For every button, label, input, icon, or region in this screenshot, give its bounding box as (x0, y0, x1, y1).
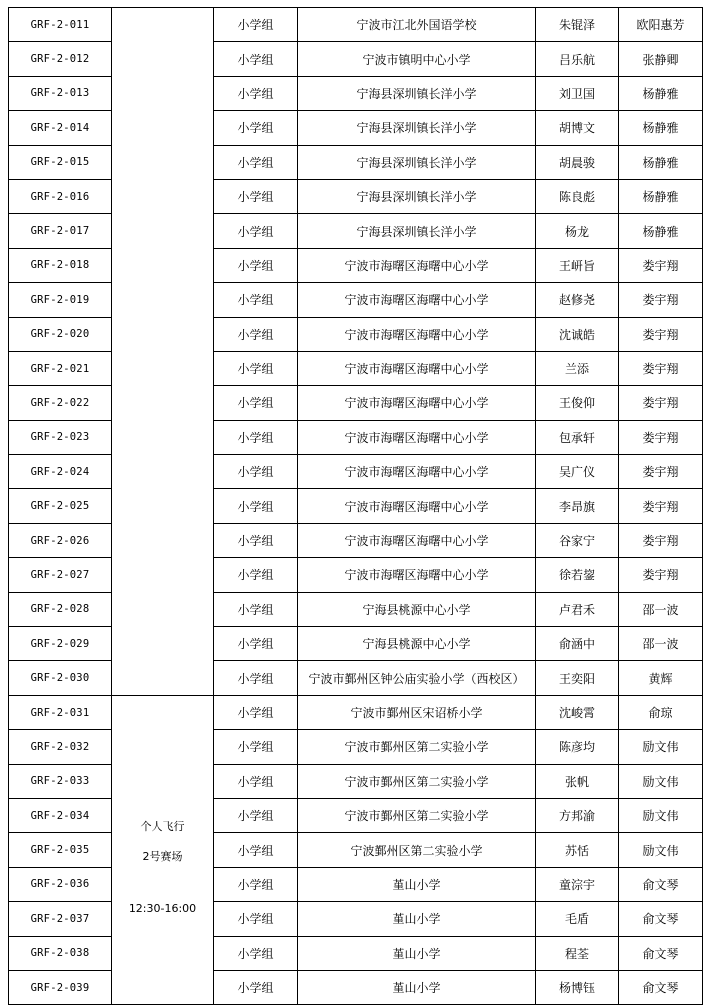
student-cell: 俞涵中 (536, 627, 619, 661)
group-cell: 小学组 (214, 386, 298, 420)
group-cell: 小学组 (214, 145, 298, 179)
school-cell: 宁海县深圳镇长洋小学 (298, 111, 536, 145)
school-cell: 宁波市海曙区海曙中心小学 (298, 420, 536, 454)
school-cell: 宁波市海曙区海曙中心小学 (298, 351, 536, 385)
teacher-cell: 欧阳惠芳 (619, 8, 703, 42)
teacher-cell: 娄宇翔 (619, 317, 703, 351)
teacher-cell: 杨静雅 (619, 214, 703, 248)
entry-id-cell: GRF-2-022 (9, 386, 112, 420)
table-body (9, 8, 703, 1005)
event-time: 12:30-16:00 (128, 902, 197, 916)
student-cell: 童淙宇 (536, 867, 619, 901)
teacher-cell: 娄宇翔 (619, 455, 703, 489)
group-cell: 小学组 (214, 661, 298, 695)
teacher-cell: 励文伟 (619, 730, 703, 764)
entry-id-cell: GRF-2-015 (9, 145, 112, 179)
group-cell: 小学组 (214, 695, 298, 729)
school-cell: 堇山小学 (298, 936, 536, 970)
student-cell: 沈峻霄 (536, 695, 619, 729)
student-cell: 杨博钰 (536, 970, 619, 1004)
school-cell: 宁波市海曙区海曙中心小学 (298, 455, 536, 489)
entry-id-cell: GRF-2-011 (9, 8, 112, 42)
school-cell: 宁波市海曙区海曙中心小学 (298, 283, 536, 317)
group-cell: 小学组 (214, 798, 298, 832)
student-cell: 朱锟泽 (536, 8, 619, 42)
school-cell: 宁海县深圳镇长洋小学 (298, 145, 536, 179)
group-cell: 小学组 (214, 111, 298, 145)
entry-id-cell: GRF-2-034 (9, 798, 112, 832)
group-cell: 小学组 (214, 970, 298, 1004)
teacher-cell: 邵一波 (619, 592, 703, 626)
school-cell: 宁波市鄞州区第二实验小学 (298, 764, 536, 798)
entry-id-cell: GRF-2-027 (9, 558, 112, 592)
group-cell: 小学组 (214, 730, 298, 764)
entry-id-cell: GRF-2-018 (9, 248, 112, 282)
entry-id-cell: GRF-2-033 (9, 764, 112, 798)
teacher-cell: 励文伟 (619, 798, 703, 832)
group-cell: 小学组 (214, 214, 298, 248)
student-cell: 张帆 (536, 764, 619, 798)
group-cell: 小学组 (214, 902, 298, 936)
school-cell: 宁波市鄞州区第二实验小学 (298, 730, 536, 764)
school-cell: 宁海县桃源中心小学 (298, 592, 536, 626)
school-cell: 堇山小学 (298, 970, 536, 1004)
student-cell: 毛盾 (536, 902, 619, 936)
teacher-cell: 俞文琴 (619, 936, 703, 970)
school-cell: 宁波市海曙区海曙中心小学 (298, 523, 536, 557)
entry-id-cell: GRF-2-016 (9, 179, 112, 213)
entry-id-cell: GRF-2-036 (9, 867, 112, 901)
entry-id-cell: GRF-2-021 (9, 351, 112, 385)
teacher-cell: 邵一波 (619, 627, 703, 661)
student-cell: 包承轩 (536, 420, 619, 454)
entry-id-cell: GRF-2-031 (9, 695, 112, 729)
student-cell: 卢君禾 (536, 592, 619, 626)
event-name: 个人飞行 (140, 820, 185, 834)
group-cell: 小学组 (214, 867, 298, 901)
group-cell: 小学组 (214, 351, 298, 385)
schedule-table (8, 7, 703, 1005)
teacher-cell: 娄宇翔 (619, 523, 703, 557)
teacher-cell: 娄宇翔 (619, 283, 703, 317)
entry-id-cell: GRF-2-035 (9, 833, 112, 867)
teacher-cell: 励文伟 (619, 833, 703, 867)
group-cell: 小学组 (214, 455, 298, 489)
group-cell: 小学组 (214, 179, 298, 213)
table-row (9, 8, 703, 42)
group-cell: 小学组 (214, 936, 298, 970)
student-cell: 程荃 (536, 936, 619, 970)
entry-id-cell: GRF-2-026 (9, 523, 112, 557)
entry-id-cell: GRF-2-019 (9, 283, 112, 317)
school-cell: 宁海县桃源中心小学 (298, 627, 536, 661)
group-cell: 小学组 (214, 558, 298, 592)
student-cell: 王奕阳 (536, 661, 619, 695)
entry-id-cell: GRF-2-025 (9, 489, 112, 523)
teacher-cell: 俞琼 (619, 695, 703, 729)
school-cell: 宁海县深圳镇长洋小学 (298, 179, 536, 213)
teacher-cell: 励文伟 (619, 764, 703, 798)
group-cell: 小学组 (214, 523, 298, 557)
teacher-cell: 娄宇翔 (619, 489, 703, 523)
student-cell: 刘卫国 (536, 76, 619, 110)
group-cell: 小学组 (214, 42, 298, 76)
event-cell-upper (112, 8, 214, 696)
entry-id-cell: GRF-2-020 (9, 317, 112, 351)
teacher-cell: 娄宇翔 (619, 386, 703, 420)
school-cell: 宁波市镇明中心小学 (298, 42, 536, 76)
teacher-cell: 娄宇翔 (619, 351, 703, 385)
group-cell: 小学组 (214, 627, 298, 661)
student-cell: 陈彦均 (536, 730, 619, 764)
group-cell: 小学组 (214, 8, 298, 42)
student-cell: 陈良彪 (536, 179, 619, 213)
teacher-cell: 张静卿 (619, 42, 703, 76)
student-cell: 杨龙 (536, 214, 619, 248)
group-cell: 小学组 (214, 833, 298, 867)
teacher-cell: 俞文琴 (619, 970, 703, 1004)
entry-id-cell: GRF-2-014 (9, 111, 112, 145)
student-cell: 方邦渝 (536, 798, 619, 832)
student-cell: 李昂旗 (536, 489, 619, 523)
school-cell: 宁波市鄞州区宋诏桥小学 (298, 695, 536, 729)
teacher-cell: 俞文琴 (619, 867, 703, 901)
school-cell: 宁海县深圳镇长洋小学 (298, 76, 536, 110)
school-cell: 宁波市海曙区海曙中心小学 (298, 386, 536, 420)
student-cell: 胡博文 (536, 111, 619, 145)
group-cell: 小学组 (214, 283, 298, 317)
entry-id-cell: GRF-2-038 (9, 936, 112, 970)
school-cell: 堇山小学 (298, 867, 536, 901)
teacher-cell: 俞文琴 (619, 902, 703, 936)
school-cell: 宁波市海曙区海曙中心小学 (298, 489, 536, 523)
table-row (9, 695, 703, 729)
entry-id-cell: GRF-2-037 (9, 902, 112, 936)
group-cell: 小学组 (214, 76, 298, 110)
school-cell: 堇山小学 (298, 902, 536, 936)
teacher-cell: 杨静雅 (619, 145, 703, 179)
teacher-cell: 娄宇翔 (619, 420, 703, 454)
student-cell: 吕乐航 (536, 42, 619, 76)
group-cell: 小学组 (214, 317, 298, 351)
student-cell: 苏恬 (536, 833, 619, 867)
school-cell: 宁波市海曙区海曙中心小学 (298, 248, 536, 282)
school-cell: 宁波鄞州区第二实验小学 (298, 833, 536, 867)
teacher-cell: 黄辉 (619, 661, 703, 695)
school-cell: 宁波市江北外国语学校 (298, 8, 536, 42)
school-cell: 宁波市海曙区海曙中心小学 (298, 558, 536, 592)
entry-id-cell: GRF-2-024 (9, 455, 112, 489)
school-cell: 宁波市鄞州区第二实验小学 (298, 798, 536, 832)
group-cell: 小学组 (214, 420, 298, 454)
student-cell: 沈诚皓 (536, 317, 619, 351)
group-cell: 小学组 (214, 592, 298, 626)
student-cell: 王岍旨 (536, 248, 619, 282)
group-cell: 小学组 (214, 248, 298, 282)
teacher-cell: 杨静雅 (619, 76, 703, 110)
school-cell: 宁波市海曙区海曙中心小学 (298, 317, 536, 351)
teacher-cell: 娄宇翔 (619, 558, 703, 592)
entry-id-cell: GRF-2-013 (9, 76, 112, 110)
entry-id-cell: GRF-2-039 (9, 970, 112, 1004)
student-cell: 徐若鋆 (536, 558, 619, 592)
teacher-cell: 娄宇翔 (619, 248, 703, 282)
student-cell: 兰添 (536, 351, 619, 385)
teacher-cell: 杨静雅 (619, 179, 703, 213)
event-venue: 2号赛场 (142, 850, 183, 864)
event-cell (112, 695, 214, 1005)
student-cell: 胡晨骏 (536, 145, 619, 179)
school-cell: 宁波市鄞州区钟公庙实验小学（西校区） (298, 661, 536, 695)
entry-id-cell: GRF-2-012 (9, 42, 112, 76)
student-cell: 赵修尧 (536, 283, 619, 317)
student-cell: 吴广仪 (536, 455, 619, 489)
school-cell: 宁海县深圳镇长洋小学 (298, 214, 536, 248)
student-cell: 王俊仰 (536, 386, 619, 420)
group-cell: 小学组 (214, 489, 298, 523)
entry-id-cell: GRF-2-017 (9, 214, 112, 248)
teacher-cell: 杨静雅 (619, 111, 703, 145)
student-cell: 谷家宁 (536, 523, 619, 557)
entry-id-cell: GRF-2-030 (9, 661, 112, 695)
entry-id-cell: GRF-2-029 (9, 627, 112, 661)
entry-id-cell: GRF-2-032 (9, 730, 112, 764)
group-cell: 小学组 (214, 764, 298, 798)
entry-id-cell: GRF-2-023 (9, 420, 112, 454)
entry-id-cell: GRF-2-028 (9, 592, 112, 626)
